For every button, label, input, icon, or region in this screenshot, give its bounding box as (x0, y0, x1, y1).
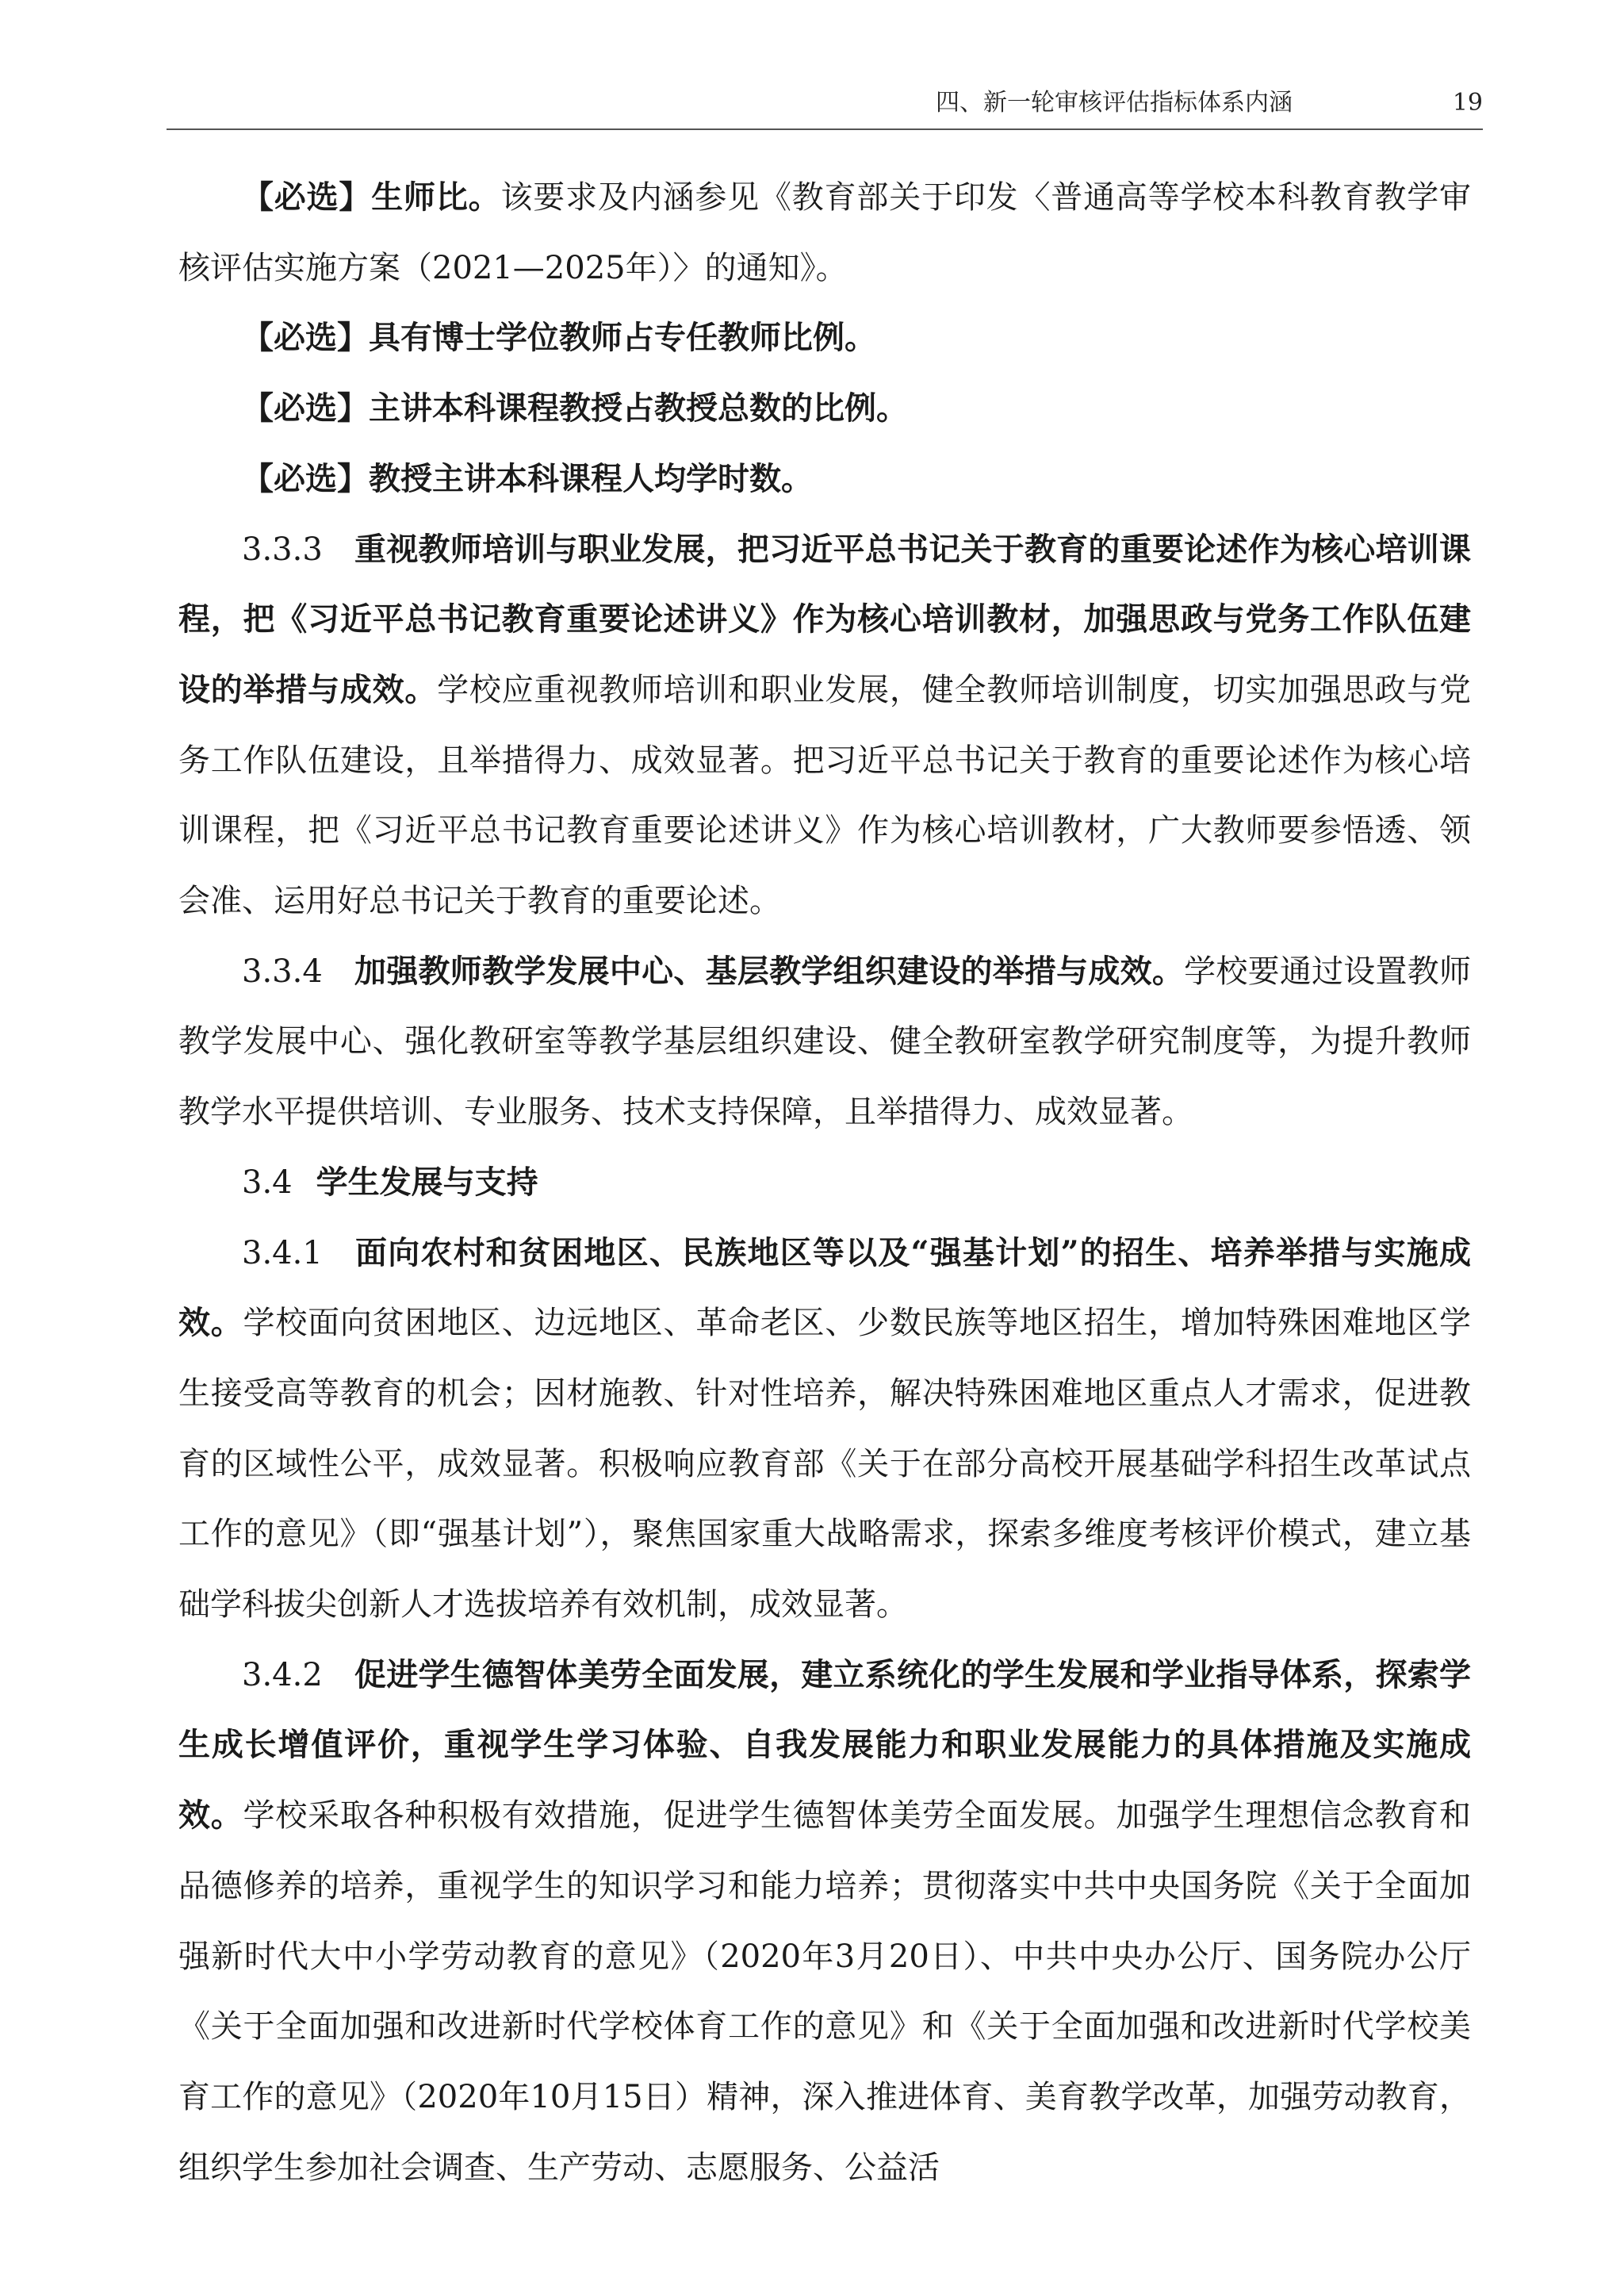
section-text: 学校要通过设置教师教学发展中心、强化教研室等教学基层组织建设、健全教研室教学研究制度等，为提升教师教学水平提供培训、专业服务、技术支持保障，且举措得力、成效显著。 (178, 953, 1472, 1131)
section-number: 3.4.1 (242, 1234, 323, 1271)
paragraph-professor-hours (178, 444, 1471, 515)
section-heading: 重视教师培训与职业发展，把习近平总书记关于教育的重要论述作为核心培训课程，把《习近平总书记教育重要论述讲义》作为核心培训教材，加强思政与党务工作队伍建设的举措与成效。 (178, 530, 1471, 708)
section-text: 学校面向贫困地区、边远地区、革命老区、少数民族等地区招生，增加特殊困难地区学生接受高等教育的机会；因材施教、针对性培养，解决特殊困难地区重点人才需求，促进教育的区域性公平，成效显著。积极响应教育部《关于在部分高校开展基础学科招生改革试点工作的意见》（即“强基计划”），聚焦国家重大战略需求，探索多维度考核评价模式，建立基础学科拔尖创新人才选拔培养有效机制，成效显著。 (178, 1305, 1472, 1624)
section-number: 3.3.4 (242, 953, 323, 990)
section-heading: 加强教师教学发展中心、基层教学组织建设的举措与成效。 (354, 952, 1185, 990)
page-header (936, 79, 1483, 127)
section-3-4-2 (178, 1640, 1471, 2203)
section-heading: 面向农村和贫困地区、民族地区等以及“强基计划”的招生、培养举措与实施成效。 (178, 1233, 1471, 1342)
section-number: 3.3.3 (242, 531, 323, 568)
section-heading: 促进学生德智体美劳全面发展，建立系统化的学生发展和学业指导体系，探索学生成长增值评价，重视学生学习体验、自我发展能力和职业发展能力的具体措施及实施成效。 (178, 1655, 1471, 1835)
paragraph-professor-teaching-ratio (178, 374, 1471, 444)
section-number: 3.4.2 (242, 1656, 323, 1693)
paragraph-doctoral-ratio (178, 303, 1471, 374)
section-text: 学校应重视教师培训和职业发展，健全教师培训制度，切实加强思政与党务工作队伍建设，且举措得力、成效显著。把习近平总书记关于教育的重要论述作为核心培训课程，把《习近平总书记教育重要论述讲义》作为核心培训教材，广大教师要参悟透、领会准、运用好总书记关于教育的重要论述。 (178, 671, 1472, 920)
running-header-title: 四、新一轮审核评估指标体系内涵 (936, 89, 1293, 117)
required-item-label: 【必选】具有博士学位教师占专任教师比例。 (242, 319, 876, 357)
section-3-4 (178, 1148, 1471, 1218)
page-body (178, 163, 1471, 2203)
required-item-label: 【必选】教授主讲本科课程人均学时数。 (242, 459, 813, 497)
section-number: 3.4 (242, 1164, 293, 1201)
section-3-3-3 (178, 515, 1471, 937)
paragraph-student-teacher-ratio (178, 163, 1471, 303)
required-item-label: 【必选】生师比。 (242, 178, 501, 216)
section-text: 学校采取各种积极有效措施，促进学生德智体美劳全面发展。加强学生理想信念教育和品德修养的培养，重视学生的知识学习和能力培养；贯彻落实中共中央国务院《关于全面加强新时代大中小学劳动教育的意见》（2020年3月20日）、中共中央办公厅、国务院办公厅《关于全面加强和改进新时代学校体育工作的意见》和《关于全面加强和改进新时代学校美育工作的意见》（2020年10月15日）精神，深入推进体育、美育教学改革，加强劳动教育，组织学生参加社会调查、生产劳动、志愿服务、公益活 (178, 1797, 1472, 2186)
header-divider (167, 128, 1483, 130)
section-3-3-4 (178, 937, 1471, 1148)
page-number: 19 (1452, 89, 1483, 117)
paragraph-text: 该要求及内涵参见《教育部关于印发〈普通高等学校本科教育教学审核评估实施方案（2021—2025年）〉的通知》。 (178, 179, 1472, 286)
section-heading: 学生发展与支持 (316, 1163, 538, 1201)
required-item-label: 【必选】主讲本科课程教授占教授总数的比例。 (242, 389, 908, 428)
section-3-4-1 (178, 1218, 1471, 1640)
